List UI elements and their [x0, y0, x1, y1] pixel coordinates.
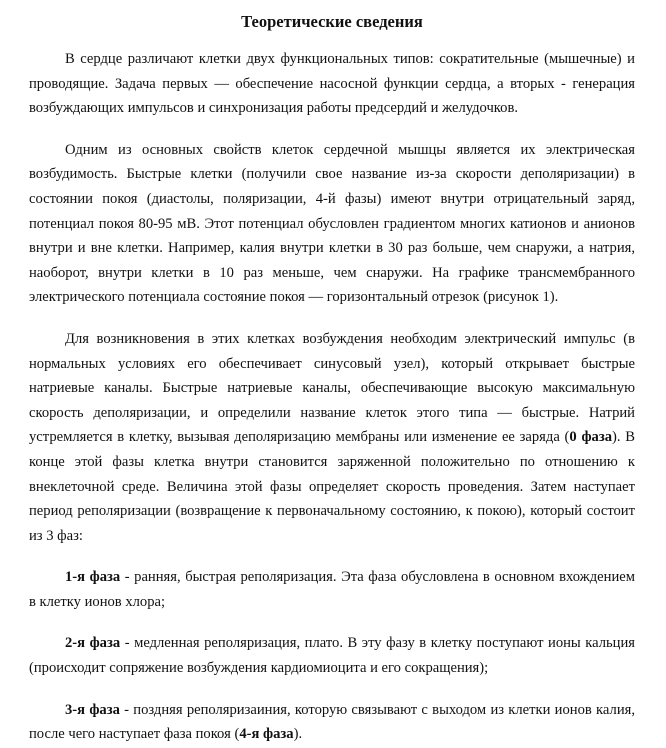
paragraph-text: Для возникновения в этих клетках возбуждения необходим электрический импульс (в нормальных условиях его обеспечивает синусовый узел), который открывает быстрые натриевые каналы. Быстрые натриевые каналы, обеспечивающие высокую максимальную скорость деполяризации, и определили название клеток этого типа — быстрые. Натрий устремляется в клетку, вызывая деполяризацию мембраны или изменение ее заряда ( — [29, 330, 635, 446]
paragraph-text: ). В конце этой фазы клетка внутри становится заряженной положительно по отношению к внеклеточной среде. Величина этой фазы определяет скорость проведения. Затем наступает период реполяризации (возвращение к первоначальному состоянию, к покою), который состоит из 3 фаз: — [29, 429, 635, 544]
phase-3-text: - поздняя реполяризаиния, которую связывают с выходом из клетки ионов калия, после чего наступает фаза покоя ( — [29, 701, 635, 743]
phase-3-text-end: ). — [293, 726, 303, 743]
phase-1-text: - ранняя, быстрая реполяризация. Эта фаза обусловлена в основном вхождением в клетку ионов хлора; — [29, 569, 635, 610]
phase-1-label: 1-я фаза — [65, 569, 121, 586]
paragraph-cell-types: В сердце различают клетки двух функциональных типов: сократительные (мышечные) и проводящие. Задача первых — обеспечение насосной функции сердца, а вторых - генерация возбуждающих импульсов и синхронизация работы предсердий и желудочков. — [29, 51, 635, 117]
phase-0-label: 0 фаза — [569, 429, 613, 446]
phase-2-item — [29, 631, 635, 680]
paragraph-depolarization — [29, 327, 635, 548]
phase-3-item — [29, 698, 635, 747]
phase-2-label: 2-я фаза — [65, 635, 121, 652]
page-title: Теоретические сведения — [241, 12, 423, 31]
phase-1-item — [29, 565, 635, 614]
phase-4-label: 4-я фаза — [239, 726, 294, 743]
phase-2-text: - медленная реполяризация, плато. В эту фазу в клетку поступают ионы кальция (происходит сопряжение возбуждения кардиомиоцита и его сокращения); — [29, 635, 636, 677]
phase-3-label: 3-я фаза — [65, 701, 120, 718]
paragraph-excitability: Одним из основных свойств клеток сердечной мышцы является их электрическая возбудимость. Быстрые клетки (получили свое название из-за скорости деполяризации) в состоянии покоя (диастолы, поляризации, 4-й фазы) имеют внутри отрицательный заряд, потенциал покоя 80-95 мВ. Этот потенциал обусловлен градиентом многих катионов и анионов внутри и вне клетки. Например, калия внутри клетки в 30 раз больше, чем снаружи, а натрия, наоборот, внутри клетки в 10 раз меньше, чем снаружи. На графике трансмембранного электрического потенциала состояние покоя — горизонтальный отрезок (рисунок 1). — [29, 141, 635, 306]
